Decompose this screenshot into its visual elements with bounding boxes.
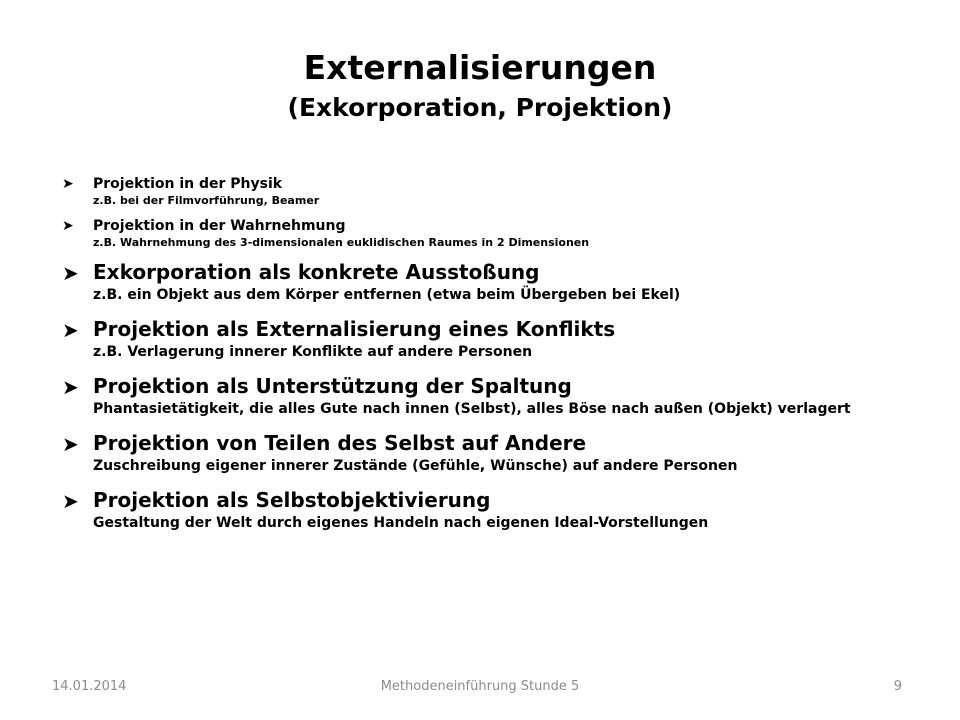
bullet-heading: Projektion in der Wahrnehmung (93, 218, 346, 234)
bullet-item (62, 316, 892, 363)
arrow-bullet-icon: ➤ (62, 261, 79, 285)
slide-title-block (0, 45, 960, 125)
bullet-heading: Projektion in der Physik (93, 176, 283, 192)
bullet-heading: Projektion als Externalisierung eines Konflikts (93, 317, 616, 341)
bullet-item (62, 487, 892, 534)
bullet-item (62, 259, 892, 306)
footer-page-number: 9 (893, 679, 902, 694)
bullet-detail: Zuschreibung eigener innerer Zustände (Gefühle, Wünsche) auf andere Personen (93, 458, 738, 474)
bullet-detail: z.B. Verlagerung innerer Konflikte auf andere Personen (93, 344, 533, 360)
bullet-heading: Projektion als Unterstützung der Spaltung (93, 374, 572, 398)
footer-date: 14.01.2014 (52, 679, 127, 694)
footer-title: Methodeneinführung Stunde 5 (380, 679, 580, 694)
bullet-heading: Projektion von Teilen des Selbst auf Andere (93, 431, 587, 455)
arrow-bullet-icon: ➤ (62, 218, 74, 234)
arrow-bullet-icon: ➤ (62, 375, 79, 399)
bullet-item (62, 217, 892, 250)
arrow-bullet-icon: ➤ (62, 176, 74, 192)
arrow-bullet-icon: ➤ (62, 318, 79, 342)
bullet-detail: Phantasietätigkeit, die alles Gute nach innen (Selbst), alles Böse nach außen (Objekt) verlagert (93, 401, 851, 417)
bullet-detail: z.B. bei der Filmvorführung, Beamer (93, 194, 320, 207)
bullet-list (62, 175, 892, 544)
bullet-item (62, 430, 892, 477)
arrow-bullet-icon: ➤ (62, 432, 79, 456)
bullet-detail: Gestaltung der Welt durch eigenes Handeln nach eigenen Ideal-Vorstellungen (93, 515, 709, 531)
bullet-heading: Exkorporation als konkrete Ausstoßung (93, 260, 540, 284)
bullet-heading: Projektion als Selbstobjektivierung (93, 488, 491, 512)
bullet-detail: z.B. ein Objekt aus dem Körper entfernen (etwa beim Übergeben bei Ekel) (93, 287, 681, 303)
slide-title: Externalisierungen (303, 48, 657, 87)
bullet-detail: z.B. Wahrnehmung des 3-dimensionalen euklidischen Raumes in 2 Dimensionen (93, 236, 590, 249)
bullet-item (62, 373, 892, 420)
slide-subtitle: (Exkorporation, Projektion) (287, 93, 673, 122)
arrow-bullet-icon: ➤ (62, 489, 79, 513)
bullet-item (62, 175, 892, 208)
